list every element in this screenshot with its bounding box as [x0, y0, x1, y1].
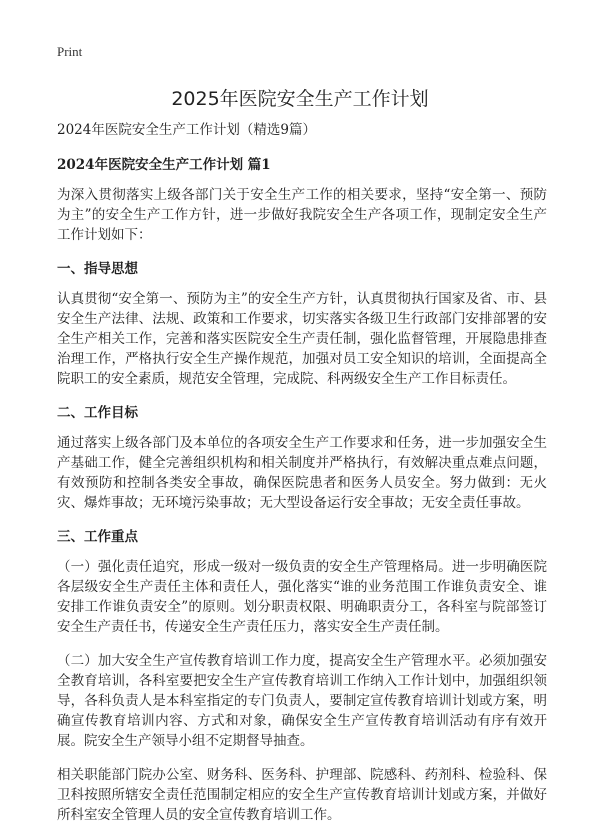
section-paragraph: 认真贯彻“安全第一、预防为主”的安全生产方针，认真贯彻执行国家及省、市、县安全生产法律、法规、政策和工作要求，切实落实各级卫生行政部门安排部署的安全生产相关工作，完善和落实医院安全生产责任制，强化监督管理，开展隐患排查治理工作，严格执行安全生产操作规范，加强对员工安全知识的培训，全面提高全院职工的安全素质，规范安全管理，完成院、科两级安全生产工作目标责任。: [57, 291, 547, 387]
section-heading: 二、工作目标: [57, 405, 138, 421]
section-heading: 三、工作重点: [57, 529, 138, 545]
intro-paragraph: 为深入贯彻落实上级各部门关于安全生产工作的相关要求，坚持“安全第一、预防为主”的安全生产工作方针，进一步做好我院安全生产各项工作，现制定安全生产工作计划如下：: [57, 187, 547, 243]
page-title: 2025年医院安全生产工作计划: [171, 88, 429, 110]
section-paragraph: （二）加大安全生产宣传教育培训工作力度，提高安全生产管理水平。必须加强安全教育培训，各科室要把安全生产宣传教育培训工作纳入工作计划中，加强组织领导，各科负责人是本科室指定的专门负责人，要制定宣传教育培训计划或方案，明确宣传教育培训内容、方式和对象，确保安全生产宣传教育培训活动有序有效开展。院安全生产领导小组不定期督导抽查。: [57, 653, 547, 749]
document-body: [57, 120, 547, 839]
section-guiding-ideology: [57, 259, 547, 389]
section-paragraph: （一）强化责任追究，形成一级对一级负责的安全生产管理格局。进一步明确医院各层级安全生产责任主体和责任人，强化落实“谁的业务范围工作谁负责安全、谁安排工作谁负责安全”的原则。划分职责权限、明确职责分工，各科室与院部签订安全生产责任书，传递安全生产责任压力，落实安全生产责任制。: [57, 559, 547, 635]
section-work-focus: [57, 527, 547, 825]
section-paragraph: 通过落实上级各部门及本单位的各项安全生产工作要求和任务，进一步加强安全生产基础工作，健全完善组织机构和相关制度并严格执行，有效解决重点难点问题，有效预防和控制各类安全事故，确保医院患者和医务人员安全。努力做到：无火灾、爆炸事故；无环境污染事故；无大型设备运行安全事故；无安全责任事故。: [57, 435, 547, 511]
section-heading: 一、指导思想: [57, 261, 138, 277]
document-subtitle: 2024年医院安全生产工作计划（精选9篇）: [57, 122, 316, 138]
article-heading: 2024年医院安全生产工作计划 篇1: [57, 157, 271, 173]
print-link[interactable]: Print: [57, 44, 83, 59]
section-paragraph: 相关职能部门院办公室、财务科、医务科、护理部、院感科、药剂科、检验科、保卫科按照所辖安全责任范围制定相应的安全生产宣传教育培训计划或方案，并做好所科室安全管理人员的安全宣传教育培训工作。: [57, 767, 547, 823]
section-work-goals: [57, 403, 547, 513]
